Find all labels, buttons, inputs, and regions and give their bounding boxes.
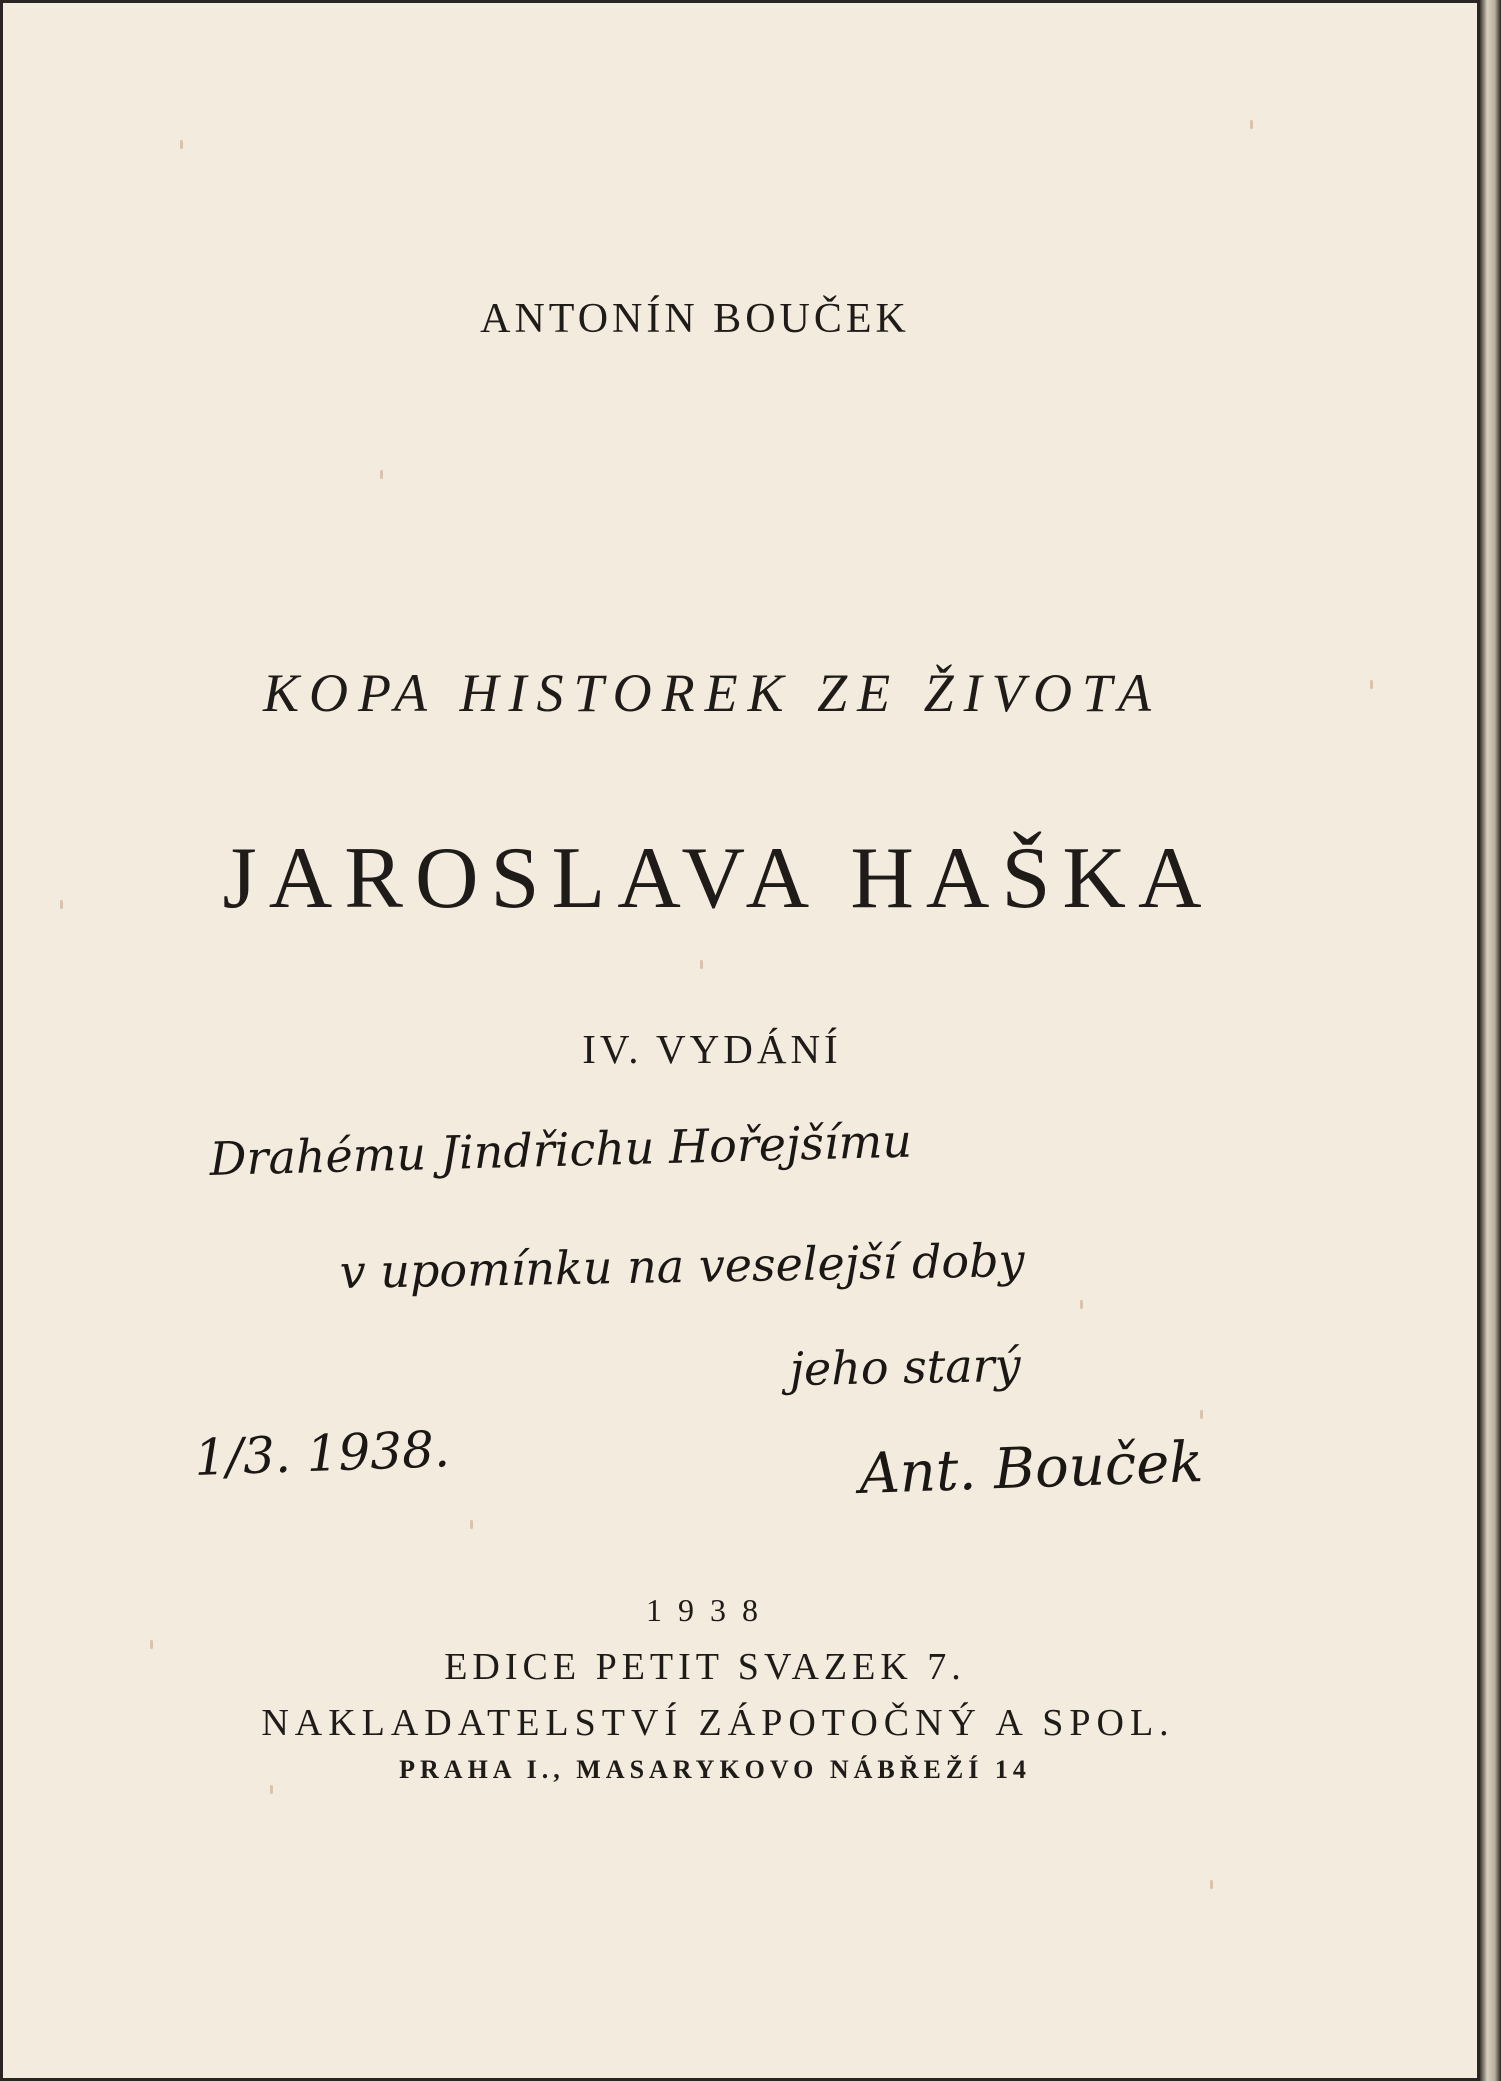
inscription-signature: Ant. Bouček (858, 1430, 1205, 1507)
paper-fleck (1210, 1880, 1213, 1889)
inscription-line-1: Drahému Jindřichu Hořejšímu (208, 1113, 913, 1186)
page-edge (1480, 0, 1501, 2081)
book-title: JAROSLAVA HAŠKA (222, 830, 1214, 927)
publication-year: 1938 (646, 1592, 774, 1628)
edition-label: IV. VYDÁNÍ (582, 1026, 842, 1072)
author-name: ANTONÍN BOUČEK (480, 296, 910, 342)
paper-fleck (180, 140, 183, 149)
inscription-line-2: v upomínku na veselejší doby (339, 1233, 1025, 1299)
paper-fleck (270, 1785, 273, 1794)
paper-fleck (380, 470, 383, 479)
inscription-date: 1/3. 1938. (193, 1420, 451, 1487)
book-subtitle: KOPA HISTOREK ZE ŽIVOTA (263, 663, 1161, 723)
inscription-line-3: jeho starý (789, 1337, 1022, 1396)
publisher-address: PRAHA I., MASARYKOVO NÁBŘEŽÍ 14 (399, 1755, 1031, 1784)
series-label: EDICE PETIT SVAZEK 7. (444, 1646, 966, 1688)
publisher-name: NAKLADATELSTVÍ ZÁPOTOČNÝ A SPOL. (261, 1702, 1175, 1744)
handwritten-inscription (0, 1095, 1480, 1565)
paper-fleck (700, 960, 703, 969)
paper-fleck (1250, 120, 1253, 129)
